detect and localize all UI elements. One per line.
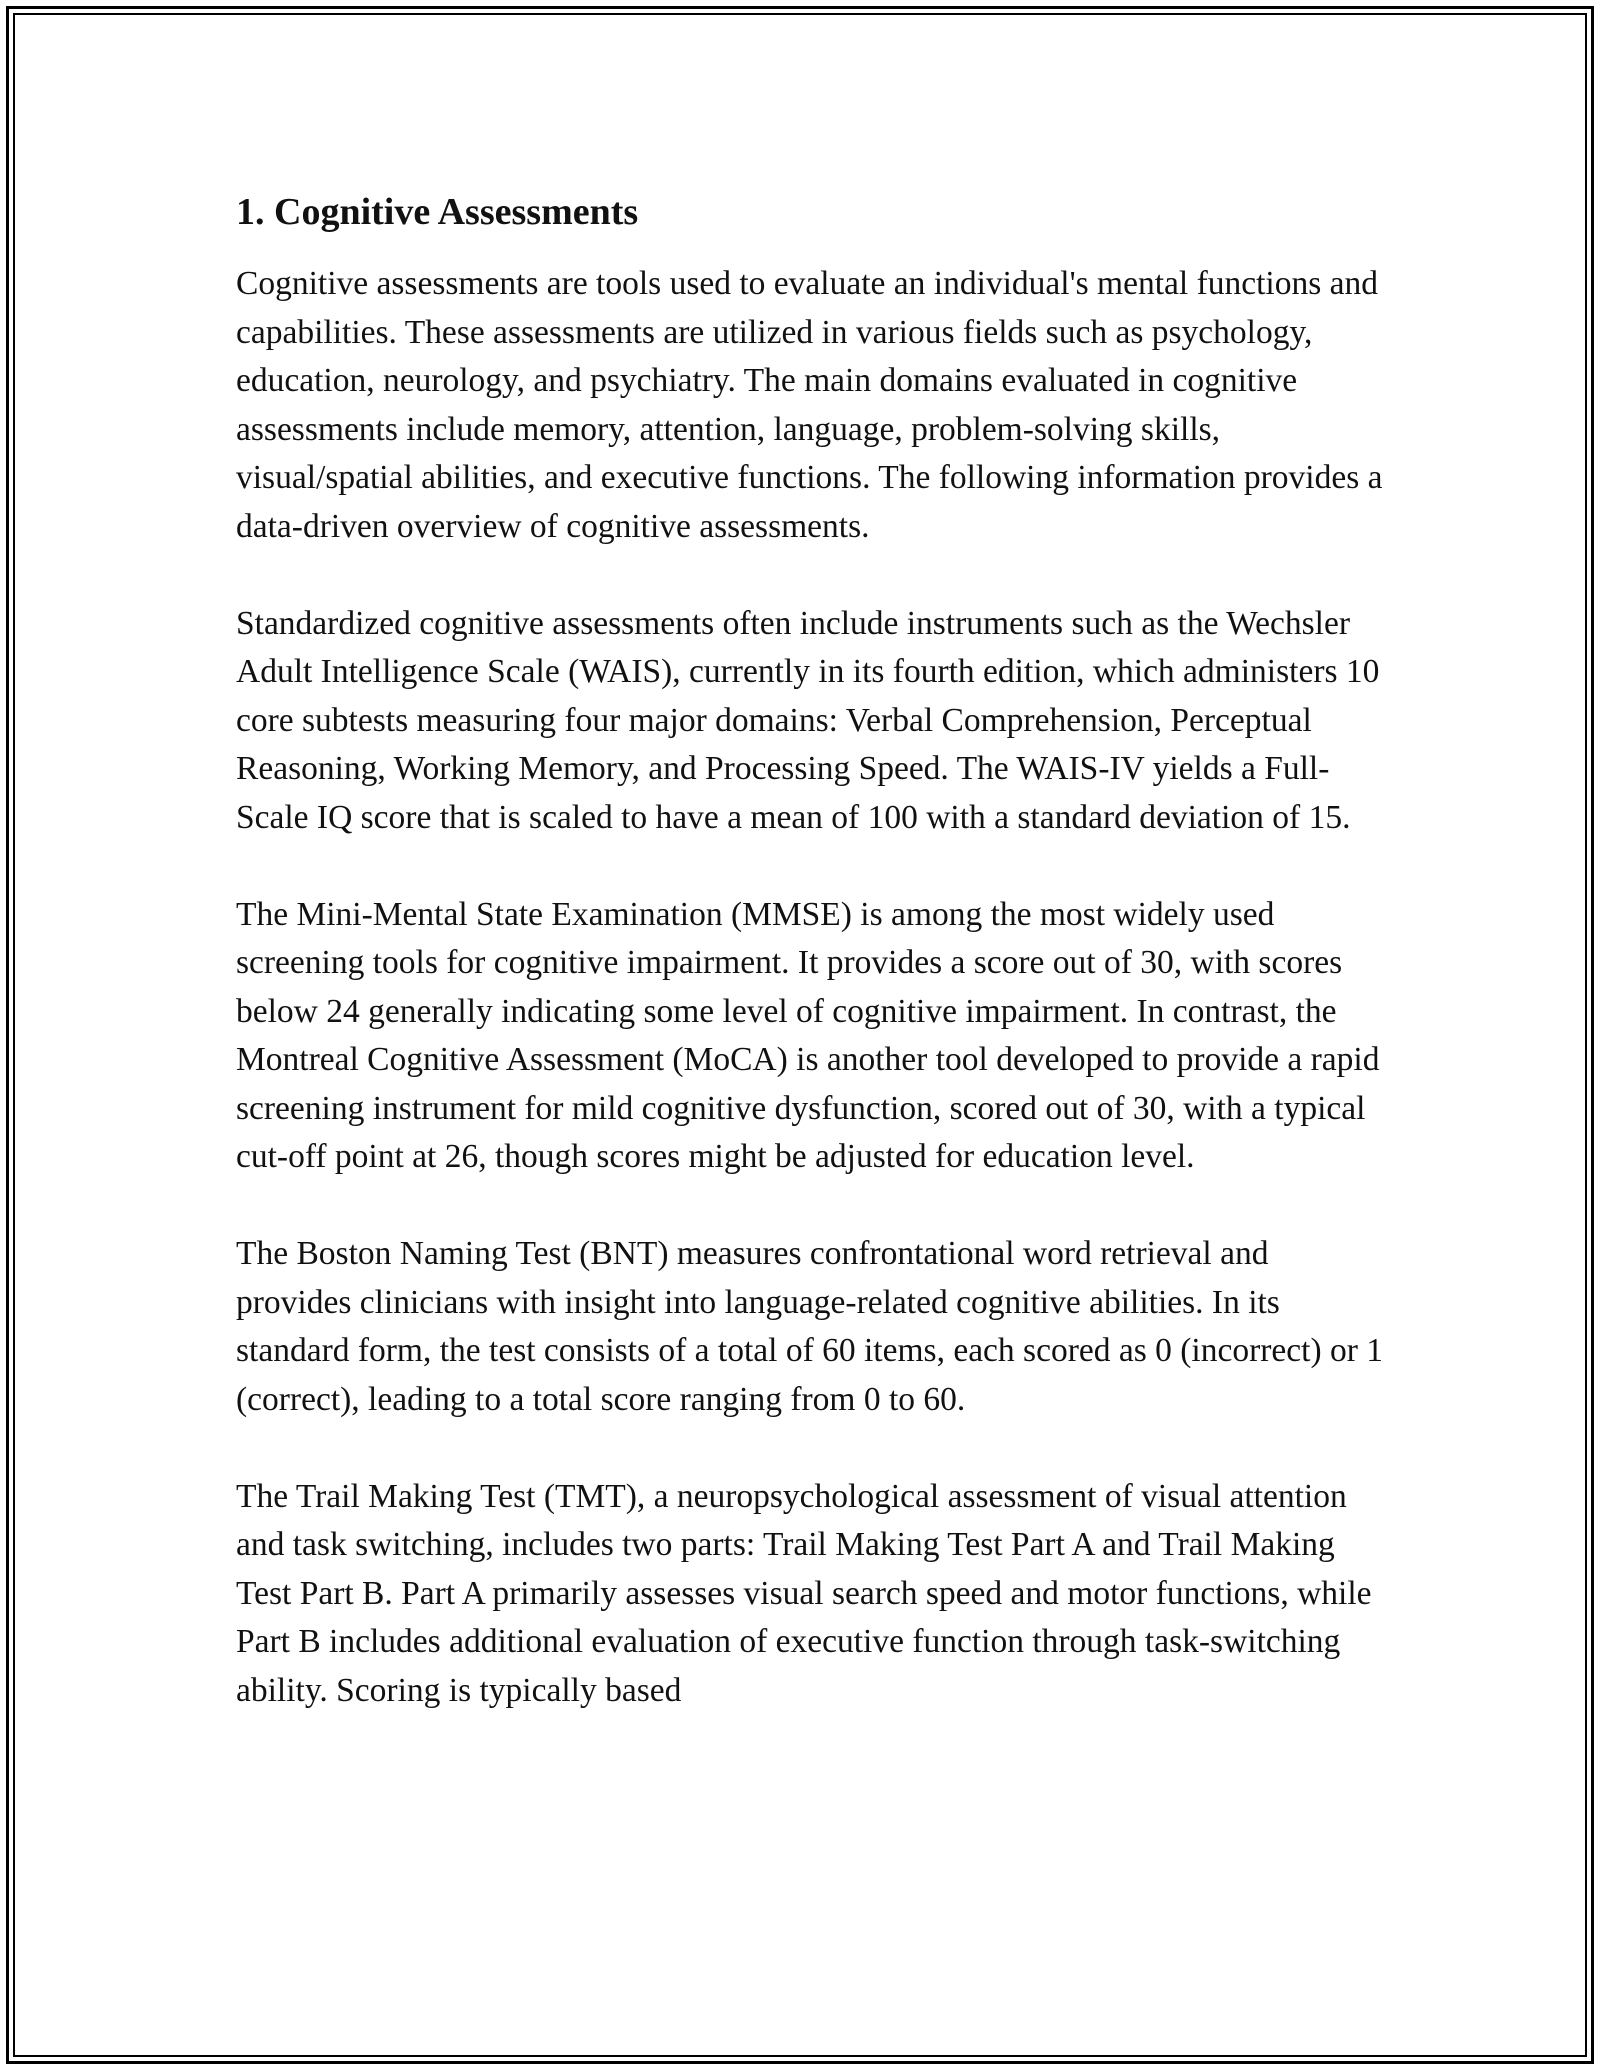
paragraph-tmt: The Trail Making Test (TMT), a neuropsychological assessment of visual attention and task switching, includes two parts: Trail Making Test Part A and Trail Making Test Part B. Part A primarily assesses visual search speed and motor functions, while Part B includes additional evaluation of executive function through task-switching ability. Scoring is typically based [236, 1477, 1372, 1709]
paragraph-mmse-moca: The Mini-Mental State Examination (MMSE) is among the most widely used screening tools for cognitive impairment. It provides a score out of 30, with scores below 24 generally indicating some level of cognitive impairment. In contrast, the Montreal Cognitive Assessment (MoCA) is another tool developed to provide a rapid screening instrument for mild cognitive dysfunction, scored out of 30, with a typical cut-off point at 26, though scores might be adjusted for education level. [236, 895, 1380, 1175]
section-heading: 1. Cognitive Assessments [236, 191, 639, 233]
document-body [236, 186, 1386, 1764]
paragraph-wais: Standardized cognitive assessments often include instruments such as the Wechsler Adult Intelligence Scale (WAIS), currently in its fourth edition, which administers 10 core subtests measuring four major domains: Verbal Comprehension, Perceptual Reasoning, Working Memory, and Processing Speed. The WAIS-IV yields a Full-Scale IQ score that is scaled to have a mean of 100 with a standard deviation of 15. [236, 604, 1380, 836]
paragraph-intro: Cognitive assessments are tools used to evaluate an individual's mental functions and capabilities. These assessments are utilized in various fields such as psychology, education, neurology, and psychiatry. The main domains evaluated in cognitive assessments include memory, attention, language, problem-solving skills, visual/spatial abilities, and executive functions. The following information provides a data-driven overview of cognitive assessments. [236, 265, 1383, 545]
paragraph-bnt: The Boston Naming Test (BNT) measures confrontational word retrieval and provides clinicians with insight into language-related cognitive abilities. In its standard form, the test consists of a total of 60 items, each scored as 0 (incorrect) or 1 (correct), leading to a total score ranging from 0 to 60. [236, 1235, 1384, 1418]
